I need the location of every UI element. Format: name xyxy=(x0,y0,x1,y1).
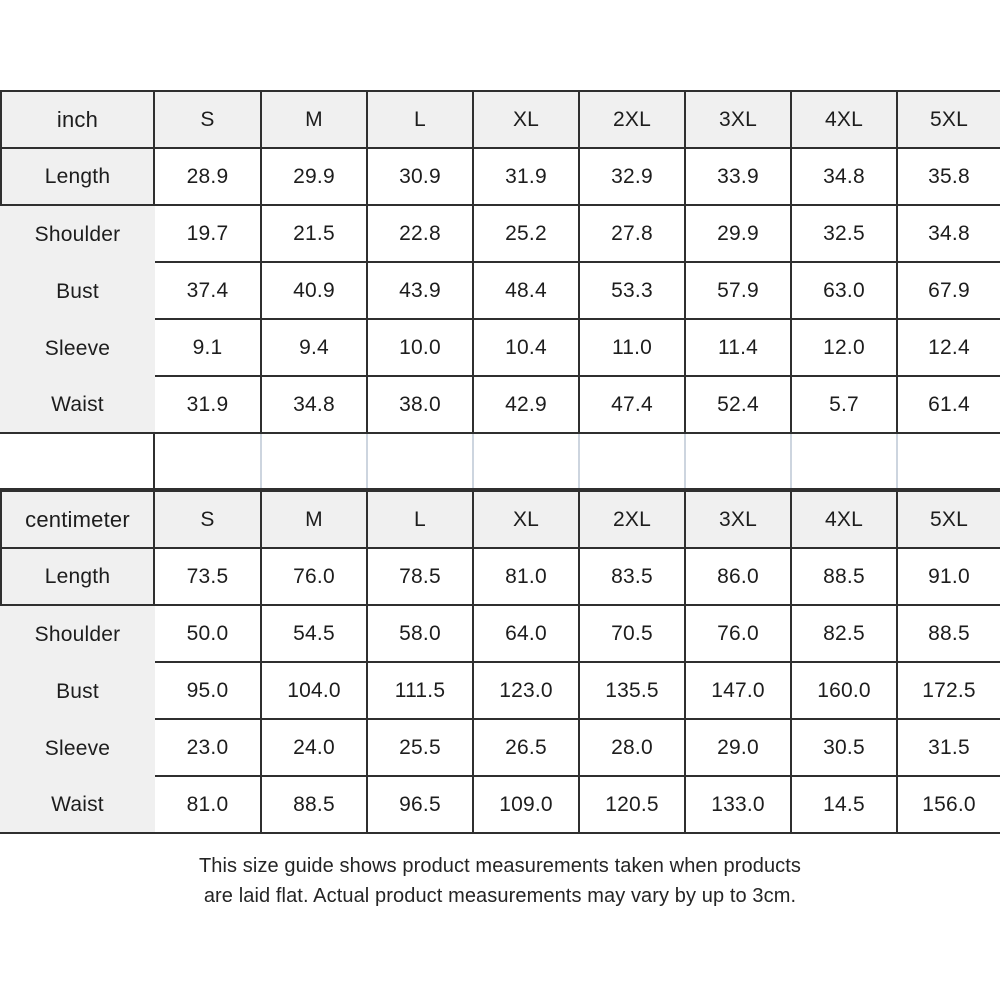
value-cell: 32.9 xyxy=(580,149,686,206)
value-cell: 10.0 xyxy=(368,320,474,377)
value-cell: 52.4 xyxy=(686,377,792,434)
value-cell: 9.1 xyxy=(155,320,262,377)
row-label: Waist xyxy=(0,777,155,834)
value-cell: 76.0 xyxy=(686,606,792,663)
value-cell: 53.3 xyxy=(580,263,686,320)
spacer-cell xyxy=(155,434,262,488)
spacer-row xyxy=(0,434,1000,490)
value-cell: 37.4 xyxy=(155,263,262,320)
table-row xyxy=(0,377,1000,434)
value-cell: 31.5 xyxy=(898,720,1000,777)
value-cell: 14.5 xyxy=(792,777,898,834)
value-cell: 54.5 xyxy=(262,606,368,663)
value-cell: 31.9 xyxy=(155,377,262,434)
value-cell: 48.4 xyxy=(474,263,580,320)
value-cell: 31.9 xyxy=(474,149,580,206)
row-label: Shoulder xyxy=(0,606,155,663)
value-cell: 21.5 xyxy=(262,206,368,263)
value-cell: 38.0 xyxy=(368,377,474,434)
spacer-cell xyxy=(686,434,792,488)
value-cell: 33.9 xyxy=(686,149,792,206)
size-header-cell: XL xyxy=(474,492,580,549)
row-label: Shoulder xyxy=(0,206,155,263)
size-header-cell: L xyxy=(368,92,474,149)
value-cell: 64.0 xyxy=(474,606,580,663)
value-cell: 61.4 xyxy=(898,377,1000,434)
table-row xyxy=(0,320,1000,377)
value-cell: 111.5 xyxy=(368,663,474,720)
value-cell: 11.0 xyxy=(580,320,686,377)
value-cell: 28.0 xyxy=(580,720,686,777)
inch-size-table xyxy=(0,90,1000,434)
value-cell: 26.5 xyxy=(474,720,580,777)
row-label: Waist xyxy=(0,377,155,434)
spacer-cell xyxy=(0,434,155,488)
value-cell: 82.5 xyxy=(792,606,898,663)
value-cell: 5.7 xyxy=(792,377,898,434)
value-cell: 109.0 xyxy=(474,777,580,834)
value-cell: 29.0 xyxy=(686,720,792,777)
size-header-cell: S xyxy=(155,92,262,149)
value-cell: 19.7 xyxy=(155,206,262,263)
value-cell: 57.9 xyxy=(686,263,792,320)
centimeter-size-table xyxy=(0,490,1000,834)
spacer-cell xyxy=(898,434,1000,488)
table-row xyxy=(0,720,1000,777)
value-cell: 42.9 xyxy=(474,377,580,434)
value-cell: 135.5 xyxy=(580,663,686,720)
value-cell: 34.8 xyxy=(262,377,368,434)
value-cell: 104.0 xyxy=(262,663,368,720)
value-cell: 156.0 xyxy=(898,777,1000,834)
value-cell: 73.5 xyxy=(155,549,262,606)
table-row xyxy=(0,606,1000,663)
value-cell: 95.0 xyxy=(155,663,262,720)
size-header-cell: 3XL xyxy=(686,492,792,549)
row-label: Bust xyxy=(0,663,155,720)
size-header-cell: M xyxy=(262,92,368,149)
value-cell: 123.0 xyxy=(474,663,580,720)
table-gap xyxy=(0,434,1000,490)
note-line-2: are laid flat. Actual product measurements may vary by up to 3cm. xyxy=(203,885,797,907)
size-guide xyxy=(0,90,1000,911)
value-cell: 172.5 xyxy=(898,663,1000,720)
value-cell: 83.5 xyxy=(580,549,686,606)
row-label: Sleeve xyxy=(0,720,155,777)
table-row xyxy=(0,777,1000,834)
size-header-cell: S xyxy=(155,492,262,549)
value-cell: 76.0 xyxy=(262,549,368,606)
row-label: Bust xyxy=(0,263,155,320)
size-header-cell: XL xyxy=(474,92,580,149)
value-cell: 27.8 xyxy=(580,206,686,263)
note-line-1: This size guide shows product measurements taken when products xyxy=(198,855,802,877)
value-cell: 40.9 xyxy=(262,263,368,320)
value-cell: 25.2 xyxy=(474,206,580,263)
value-cell: 12.0 xyxy=(792,320,898,377)
table-row xyxy=(0,663,1000,720)
value-cell: 86.0 xyxy=(686,549,792,606)
value-cell: 160.0 xyxy=(792,663,898,720)
table-row xyxy=(0,549,1000,606)
spacer-cell xyxy=(262,434,368,488)
size-header-cell: 2XL xyxy=(580,492,686,549)
value-cell: 29.9 xyxy=(686,206,792,263)
value-cell: 58.0 xyxy=(368,606,474,663)
size-guide-note xyxy=(0,851,1000,911)
size-header-cell: 5XL xyxy=(898,492,1000,549)
value-cell: 96.5 xyxy=(368,777,474,834)
value-cell: 24.0 xyxy=(262,720,368,777)
size-table-header-row xyxy=(0,492,1000,549)
value-cell: 88.5 xyxy=(262,777,368,834)
value-cell: 67.9 xyxy=(898,263,1000,320)
value-cell: 81.0 xyxy=(474,549,580,606)
value-cell: 133.0 xyxy=(686,777,792,834)
value-cell: 12.4 xyxy=(898,320,1000,377)
size-header-cell: 3XL xyxy=(686,92,792,149)
spacer-cell xyxy=(792,434,898,488)
value-cell: 91.0 xyxy=(898,549,1000,606)
value-cell: 34.8 xyxy=(898,206,1000,263)
unit-label-cell: inch xyxy=(0,92,155,149)
value-cell: 50.0 xyxy=(155,606,262,663)
size-header-cell: 4XL xyxy=(792,492,898,549)
value-cell: 35.8 xyxy=(898,149,1000,206)
table-row xyxy=(0,263,1000,320)
value-cell: 23.0 xyxy=(155,720,262,777)
value-cell: 30.9 xyxy=(368,149,474,206)
value-cell: 10.4 xyxy=(474,320,580,377)
value-cell: 70.5 xyxy=(580,606,686,663)
value-cell: 88.5 xyxy=(792,549,898,606)
size-header-cell: L xyxy=(368,492,474,549)
value-cell: 47.4 xyxy=(580,377,686,434)
size-table-header-row xyxy=(0,92,1000,149)
spacer-cell xyxy=(474,434,580,488)
value-cell: 30.5 xyxy=(792,720,898,777)
table-row xyxy=(0,206,1000,263)
size-header-cell: 2XL xyxy=(580,92,686,149)
value-cell: 43.9 xyxy=(368,263,474,320)
value-cell: 120.5 xyxy=(580,777,686,834)
value-cell: 81.0 xyxy=(155,777,262,834)
value-cell: 11.4 xyxy=(686,320,792,377)
value-cell: 78.5 xyxy=(368,549,474,606)
value-cell: 88.5 xyxy=(898,606,1000,663)
size-header-cell: M xyxy=(262,492,368,549)
value-cell: 28.9 xyxy=(155,149,262,206)
size-header-cell: 5XL xyxy=(898,92,1000,149)
value-cell: 25.5 xyxy=(368,720,474,777)
spacer-cell xyxy=(368,434,474,488)
spacer-cell xyxy=(580,434,686,488)
value-cell: 63.0 xyxy=(792,263,898,320)
value-cell: 9.4 xyxy=(262,320,368,377)
row-label: Sleeve xyxy=(0,320,155,377)
row-label: Length xyxy=(0,149,155,206)
value-cell: 147.0 xyxy=(686,663,792,720)
unit-label-cell: centimeter xyxy=(0,492,155,549)
value-cell: 29.9 xyxy=(262,149,368,206)
value-cell: 34.8 xyxy=(792,149,898,206)
row-label: Length xyxy=(0,549,155,606)
value-cell: 22.8 xyxy=(368,206,474,263)
table-row xyxy=(0,149,1000,206)
size-header-cell: 4XL xyxy=(792,92,898,149)
value-cell: 32.5 xyxy=(792,206,898,263)
